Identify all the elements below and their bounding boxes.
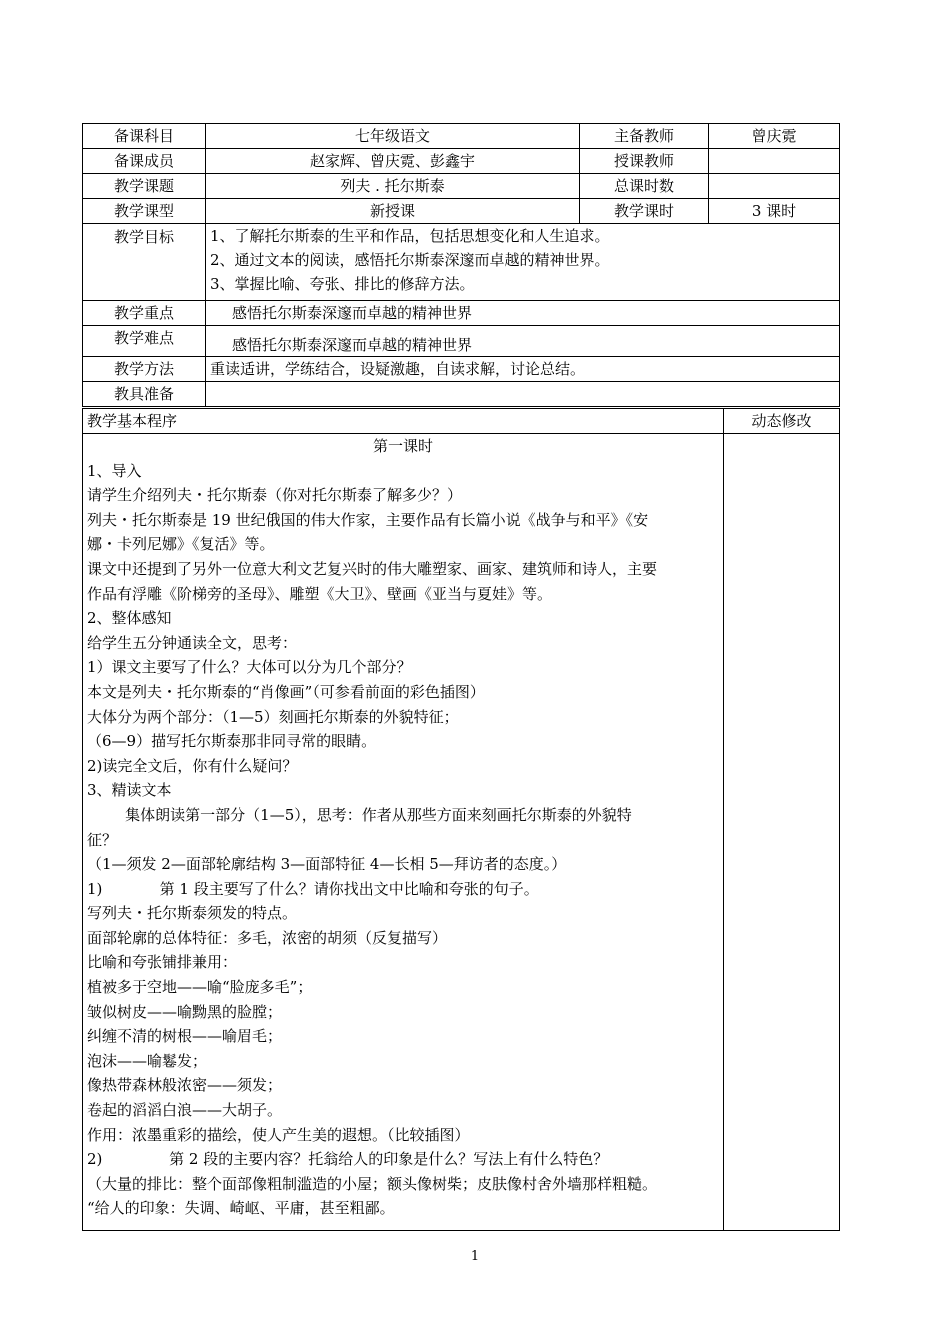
header-row-focus xyxy=(83,301,840,326)
procedure-table xyxy=(82,408,840,1231)
tools-label: 教具准备 xyxy=(83,382,206,407)
lesson-plan-header-table xyxy=(82,123,840,407)
goal-item: 3、掌握比喻、夸张、排比的修辞方法。 xyxy=(210,275,475,293)
topic-value: 列夫 . 托尔斯泰 xyxy=(206,174,580,199)
teacher-value xyxy=(709,149,840,174)
revision-label: 动态修改 xyxy=(724,409,840,434)
method-label: 教学方法 xyxy=(83,357,206,382)
goals-label: 教学目标 xyxy=(83,224,206,301)
members-value: 赵家辉、曾庆霓、彭鑫宇 xyxy=(206,149,580,174)
content-line: 娜・卡列尼娜》《复活》等。 xyxy=(87,535,275,554)
header-row-difficulty xyxy=(83,326,840,357)
goal-item: 1、了解托尔斯泰的生平和作品，包括思想变化和人生追求。 xyxy=(210,227,610,245)
type-value: 新授课 xyxy=(206,199,580,224)
content-line: 列夫・托尔斯泰是 19 世纪俄国的伟大作家，主要作品有长篇小说《战争与和平》《安 xyxy=(87,510,649,529)
content-line: “给人的印象：失调、崎岖、平庸，甚至粗鄙。 xyxy=(87,1199,395,1218)
content-line: 集体朗读第一部分（1—5），思考：作者从那些方面来刻画托尔斯泰的外貌特 xyxy=(87,805,632,824)
procedure-header-row xyxy=(83,409,840,434)
content-line: （大量的排比：整个面部像粗制滥造的小屋；额头像树柴；皮肤像村舍外墙那样粗糙。 xyxy=(87,1174,658,1193)
hours-value: 3 课时 xyxy=(709,199,840,224)
content-line: 皱似树皮——喻黝黑的脸膛； xyxy=(87,1002,283,1021)
teacher-label: 授课教师 xyxy=(580,149,709,174)
goals-list xyxy=(206,224,840,301)
members-label: 备课成员 xyxy=(83,149,206,174)
tools-value xyxy=(206,382,840,407)
subject-label: 备课科目 xyxy=(83,124,206,149)
procedure-content-row xyxy=(83,434,840,1231)
page-number: 1 xyxy=(470,1249,480,1264)
header-row-method xyxy=(83,357,840,382)
revision-notes-cell xyxy=(724,434,840,1231)
content-line: 作用：浓墨重彩的描绘，使人产生美的遐想。（比较插图） xyxy=(87,1125,470,1144)
content-line: 1）课文主要写了什么？大体可以分为几个部分？ xyxy=(87,658,412,677)
lead-teacher-label: 主备教师 xyxy=(580,124,709,149)
content-line: 本文是列夫・托尔斯泰的“肖像画”（可参看前面的彩色插图） xyxy=(87,682,485,701)
goal-item: 2、通过文本的阅读，感悟托尔斯泰深邃而卓越的精神世界。 xyxy=(210,251,610,269)
content-line: 课文中还提到了另外一位意大利文艺复兴时的伟大雕塑家、画家、建筑师和诗人，主要 xyxy=(87,559,658,578)
content-line: 给学生五分钟通读全文，思考： xyxy=(87,633,298,652)
content-line: 1、导入 xyxy=(87,461,142,480)
content-line: 比喻和夸张铺排兼用： xyxy=(87,953,238,972)
content-line: 3、精读文本 xyxy=(87,781,172,800)
total-hours-value xyxy=(709,174,840,199)
total-hours-label: 总课时数 xyxy=(580,174,709,199)
subject-value: 七年级语文 xyxy=(206,124,580,149)
content-line: 作品有浮雕《阶梯旁的圣母》、雕塑《大卫》、壁画《亚当与夏娃》等。 xyxy=(87,584,553,603)
difficulty-label: 教学难点 xyxy=(83,326,206,357)
content-line: 1) 第 1 段主要写了什么？请你找出文中比喻和夸张的句子。 xyxy=(87,879,539,898)
type-label: 教学课型 xyxy=(83,199,206,224)
content-line: 卷起的滔滔白浪——大胡子。 xyxy=(87,1101,283,1120)
content-line: （6—9）描写托尔斯泰那非同寻常的眼睛。 xyxy=(87,732,377,751)
focus-value: 感悟托尔斯泰深邃而卓越的精神世界 xyxy=(206,301,840,326)
content-line: 面部轮廓的总体特征：多毛，浓密的胡须（反复描写） xyxy=(87,928,448,947)
header-row-topic xyxy=(83,174,840,199)
content-line: 纠缠不清的树根——喻眉毛； xyxy=(87,1027,283,1046)
lead-teacher-value: 曾庆霓 xyxy=(709,124,840,149)
difficulty-value: 感悟托尔斯泰深邃而卓越的精神世界 xyxy=(206,326,840,357)
focus-label: 教学重点 xyxy=(83,301,206,326)
content-line: 2)读完全文后，你有什么疑问？ xyxy=(87,756,298,775)
content-line: 泡沫——喻鬈发； xyxy=(87,1051,208,1070)
procedure-title: 教学基本程序 xyxy=(83,409,724,434)
header-row-goals xyxy=(83,224,840,301)
content-line: 像热带森林般浓密——须发； xyxy=(87,1076,283,1095)
lesson-title: 第一课时 xyxy=(372,437,433,455)
header-row-type xyxy=(83,199,840,224)
content-line: 大体分为两个部分：（1—5）刻画托尔斯泰的外貌特征； xyxy=(87,707,459,726)
content-line: 植被多于空地——喻“脸庞多毛”； xyxy=(87,978,313,997)
header-row-tools xyxy=(83,382,840,407)
content-line: 2、整体感知 xyxy=(87,609,172,628)
content-line: 征？ xyxy=(87,830,118,849)
topic-label: 教学课题 xyxy=(83,174,206,199)
content-line: （1—须发 2—面部轮廓结构 3—面部特征 4—长相 5—拜访者的态度。） xyxy=(87,855,567,874)
content-line: 2) 第 2 段的主要内容？托翁给人的印象是什么？写法上有什么特色？ xyxy=(87,1150,609,1169)
header-row-members xyxy=(83,149,840,174)
procedure-content xyxy=(83,434,724,1231)
method-value: 重读适讲，学练结合，设疑激趣，自读求解，讨论总结。 xyxy=(206,357,840,382)
header-row-subject xyxy=(83,124,840,149)
hours-label: 教学课时 xyxy=(580,199,709,224)
content-line: 写列夫・托尔斯泰须发的特点。 xyxy=(87,904,298,923)
content-line: 请学生介绍列夫・托尔斯泰（你对托尔斯泰了解多少？） xyxy=(87,486,463,505)
